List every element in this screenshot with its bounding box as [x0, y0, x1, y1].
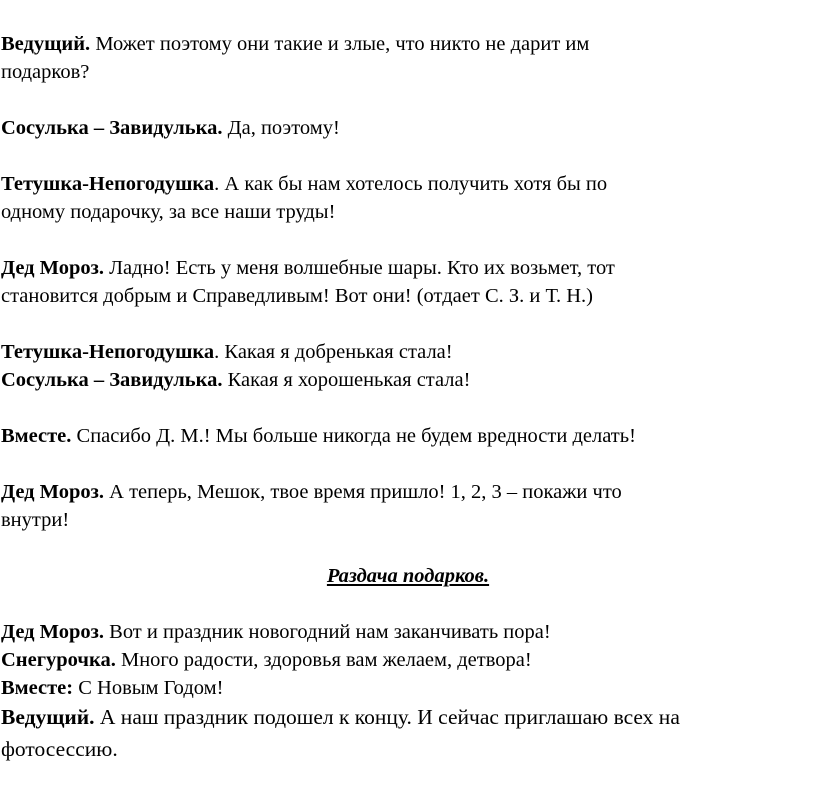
speaker-name: Сосулька – Завидулька. — [1, 369, 223, 391]
line-text: А теперь, Мешок, твое время пришло! 1, 2, 3 – покажи что — [104, 481, 622, 503]
line-text: Может поэтому они такие и злые, что никто не дарит им — [90, 33, 590, 55]
line-text: . Какая я добренькая стала! — [214, 341, 453, 363]
script-line — [1, 30, 589, 58]
script-line — [1, 170, 607, 198]
line-text: Спасибо Д. М.! Мы больше никогда не будем вредности делать! — [71, 425, 636, 447]
speaker-name: Дед Мороз. — [1, 621, 105, 643]
line-text: одному подарочку, за все наши труды! — [1, 201, 336, 223]
script-line — [1, 114, 340, 142]
speaker-name: Дед Мороз. — [1, 481, 105, 503]
script-line — [1, 338, 453, 366]
script-line — [1, 366, 470, 394]
line-text: Какая я хорошенькая стала! — [222, 369, 471, 391]
line-text: . А как бы нам хотелось получить хотя бы по — [214, 173, 608, 195]
speaker-name: Тетушка-Непогодушка — [1, 341, 215, 363]
line-text: Много радости, здоровья вам желаем, детвора! — [115, 649, 532, 671]
script-line — [1, 674, 223, 702]
speaker-name: Снегурочка. — [1, 649, 116, 671]
script-line — [1, 478, 622, 506]
speaker-name: Дед Мороз. — [1, 257, 105, 279]
line-text: Вот и праздник новогодний нам заканчивать пора! — [104, 621, 551, 643]
script-line — [1, 422, 636, 450]
speaker-name: Ведущий. — [1, 33, 91, 55]
line-text: Да, поэтому! — [222, 117, 340, 139]
script-line — [1, 618, 551, 646]
line-text: С Новым Годом! — [73, 677, 224, 699]
speaker-name: Тетушка-Непогодушка — [1, 173, 215, 195]
line-text: Ладно! Есть у меня волшебные шары. Кто их возьмет, тот — [104, 257, 615, 279]
line-text: подарков? — [1, 61, 90, 83]
line-text: становится добрым и Справедливым! Вот они! (отдает С. З. и Т. Н.) — [1, 285, 593, 307]
script-line — [1, 703, 680, 731]
speaker-name: Вместе: — [1, 677, 74, 699]
speaker-name: Вместе. — [1, 425, 72, 447]
script-line — [1, 506, 69, 534]
script-line — [1, 735, 118, 763]
line-text: внутри! — [1, 509, 70, 531]
speaker-name: Сосулька – Завидулька. — [1, 117, 223, 139]
section-heading: Раздача подарков. — [326, 565, 490, 587]
script-line — [1, 58, 89, 86]
script-line — [1, 254, 615, 282]
line-text: А наш праздник подошел к концу. И сейчас приглашаю всех на — [94, 705, 680, 729]
script-line — [1, 198, 335, 226]
speaker-name: Ведущий. — [1, 705, 95, 729]
line-text: фотосессию. — [1, 737, 118, 761]
script-line — [1, 282, 593, 310]
script-line — [1, 646, 532, 674]
